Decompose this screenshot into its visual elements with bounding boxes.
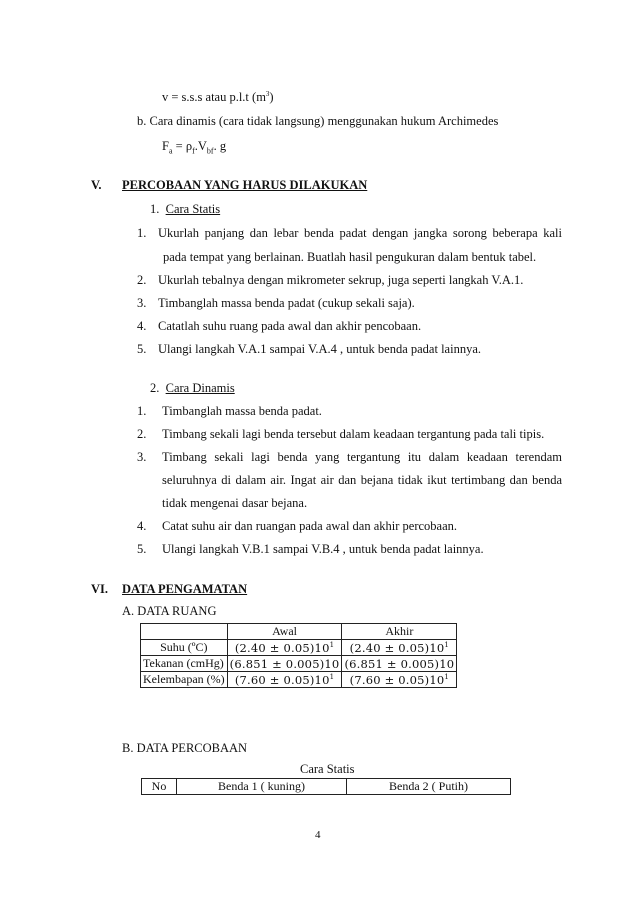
table-row: [141, 640, 457, 656]
dynamic-step-2-number: 2.: [137, 427, 147, 441]
table-row: [141, 624, 457, 640]
static-step-5-number: 5.: [137, 342, 147, 356]
dynamic-step-4-text: Catat suhu air dan ruangan pada awal dan akhir percobaan.: [162, 519, 458, 533]
dynamic-step-3-line-2: seluruhnya di dalam air. Ingat air dan bejana tidak ikut tertimbang dan benda: [162, 473, 562, 487]
table-header-cell: [141, 624, 228, 640]
row-label-tekanan: Tekanan (cmHg): [141, 656, 228, 672]
room-data-table: [140, 623, 457, 688]
volume-formula: v = s.s.s atau p.l.t $(m^3)$: [162, 89, 274, 104]
cell-suhu-akhir: $(2.40 \pm 0.05)10^1$: [342, 640, 457, 656]
experiment-table-caption: Cara Statis: [300, 762, 355, 776]
dynamic-method-intro: b. Cara dinamis (cara tidak langsung) menggunakan hukum Archimedes: [137, 114, 499, 128]
section-6-number: VI.: [91, 582, 109, 596]
archimedes-formula: $F_a = \rho_f.V_{bf}$. g: [162, 139, 227, 156]
experiment-data-table: [141, 778, 511, 795]
table-row: [142, 779, 511, 795]
dynamic-step-2-text: Timbang sekali lagi benda tersebut dalam keadaan tergantung pada tali tipis.: [162, 427, 545, 441]
dynamic-heading: 2. Cara Dinamis: [150, 381, 235, 395]
static-step-5-text: Ulangi langkah V.A.1 sampai V.A.4 , untuk benda padat lainnya.: [158, 342, 481, 356]
dynamic-step-3-number: 3.: [137, 450, 147, 464]
row-label-suhu: Suhu (ºC): [141, 640, 228, 656]
page-number: 4: [315, 829, 321, 841]
cell-kelembapan-awal: $(7.60 \pm 0.05)10^1$: [227, 672, 342, 688]
static-step-1-number: 1.: [137, 226, 147, 240]
section-6-title: DATA PENGAMATAN: [122, 582, 248, 596]
table-header-no: No: [142, 779, 177, 795]
static-step-2-number: 2.: [137, 273, 147, 287]
static-step-3-number: 3.: [137, 296, 147, 310]
section-5-title: PERCOBAAN YANG HARUS DILAKUKAN: [122, 178, 368, 192]
table-header-akhir: Akhir: [342, 624, 457, 640]
dynamic-step-3-line-3: tidak mengenai dasar bejana.: [162, 496, 308, 510]
dynamic-step-3-line-1: Timbang sekali lagi benda yang tergantung itu dalam keadaan terendam: [162, 450, 562, 464]
static-step-3-text: Timbanglah massa benda padat (cukup sekali saja).: [158, 296, 415, 310]
cell-suhu-awal: $(2.40 \pm 0.05)10^1$: [227, 640, 342, 656]
row-label-kelembapan: Kelembapan (%): [141, 672, 228, 688]
table-header-benda-1: Benda 1 ( kuning): [177, 779, 347, 795]
dynamic-step-5-number: 5.: [137, 542, 147, 556]
dynamic-step-1-number: 1.: [137, 404, 147, 418]
static-step-4-number: 4.: [137, 319, 147, 333]
cell-kelembapan-akhir: $(7.60 \pm 0.05)10^1$: [342, 672, 457, 688]
table-row: [141, 672, 457, 688]
static-step-2-text: Ukurlah tebalnya dengan mikrometer sekrup, juga seperti langkah V.A.1.: [158, 273, 524, 287]
data-percobaan-heading: B. DATA PERCOBAAN: [122, 741, 248, 755]
dynamic-step-1-text: Timbanglah massa benda padat.: [162, 404, 322, 418]
static-step-1-line-2: pada tempat yang berlainan. Buatlah hasil pengukuran dalam bentuk tabel.: [163, 250, 537, 264]
static-heading: 1. Cara Statis: [150, 202, 221, 216]
table-header-benda-2: Benda 2 ( Putih): [347, 779, 511, 795]
cell-tekanan-awal: (6.851 ± 0.005)10: [227, 656, 342, 672]
data-ruang-heading: A. DATA RUANG: [122, 604, 217, 618]
table-header-awal: Awal: [227, 624, 342, 640]
section-5-number: V.: [91, 178, 102, 192]
dynamic-step-4-number: 4.: [137, 519, 147, 533]
static-step-4-text: Catatlah suhu ruang pada awal dan akhir pencobaan.: [158, 319, 422, 333]
cell-tekanan-akhir: (6.851 ± 0.005)10: [342, 656, 457, 672]
table-row: [141, 656, 457, 672]
static-step-1-line-1: Ukurlah panjang dan lebar benda padat dengan jangka sorong beberapa kali: [158, 226, 562, 240]
dynamic-step-5-text: Ulangi langkah V.B.1 sampai V.B.4 , untuk benda padat lainnya.: [162, 542, 484, 556]
